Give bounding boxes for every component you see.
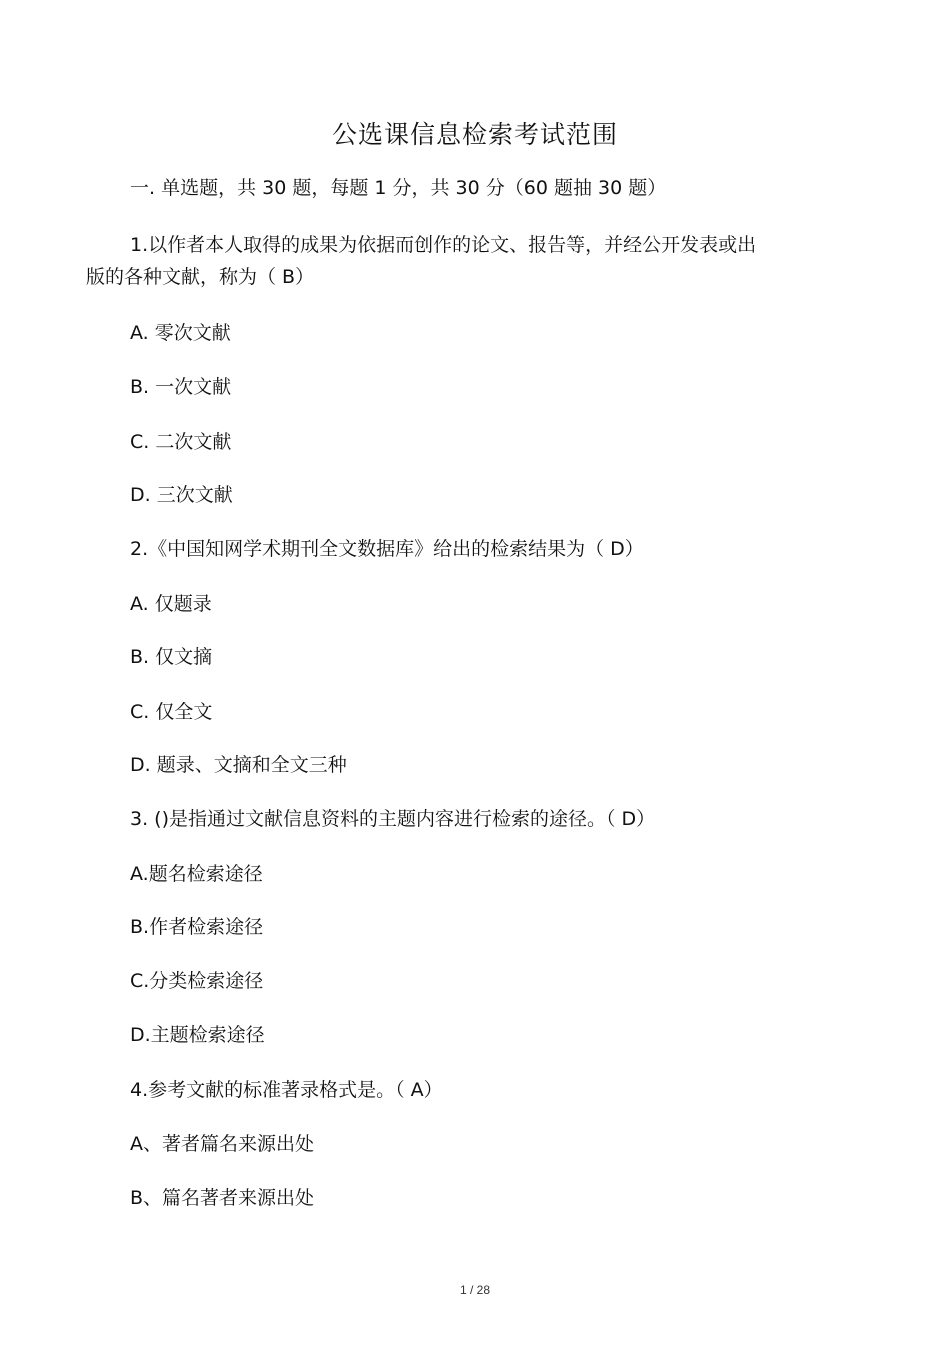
document-title: 公选课信息检索考试范围 (331, 120, 618, 149)
question-3-option-c: C.分类检索途径 (130, 970, 264, 992)
question-2-option-a: A. 仅题录 (130, 593, 212, 615)
question-3-option-d: D.主题检索途径 (130, 1024, 265, 1046)
question-2-option-b: B. 仅文摘 (130, 646, 213, 668)
question-4-text: 4.参考文献的标准著录格式是。（ A） (130, 1079, 443, 1101)
question-3-text: 3. ()是指通过文献信息资料的主题内容进行检索的途径。（ D） (130, 808, 656, 830)
page-indicator: 1 / 28 (459, 1283, 491, 1297)
question-1-text-line-2: 版的各种文献，称为（ B） (86, 266, 315, 288)
section-heading: 一. 单选题，共 30 题，每题 1 分，共 30 分（60 题抽 30 题） (130, 177, 667, 199)
question-1-option-c: C. 二次文献 (130, 431, 232, 453)
question-2-text: 2.《中国知网学术期刊全文数据库》给出的检索结果为（ D） (130, 538, 644, 560)
question-3-option-a: A.题名检索途径 (130, 863, 263, 885)
question-1-text-line-1: 1.以作者本人取得的成果为依据而创作的论文、报告等，并经公开发表或出 (130, 234, 757, 256)
question-1-option-a: A. 零次文献 (130, 322, 231, 344)
question-4-option-b: B、篇名著者来源出处 (130, 1187, 315, 1209)
question-2-option-d: D. 题录、文摘和全文三种 (130, 754, 347, 776)
question-1-option-b: B. 一次文献 (130, 376, 232, 398)
question-1-option-d: D. 三次文献 (130, 484, 233, 506)
question-2-option-c: C. 仅全文 (130, 701, 213, 723)
question-3-option-b: B.作者检索途径 (130, 916, 264, 938)
question-4-option-a: A、著者篇名来源出处 (130, 1133, 314, 1155)
